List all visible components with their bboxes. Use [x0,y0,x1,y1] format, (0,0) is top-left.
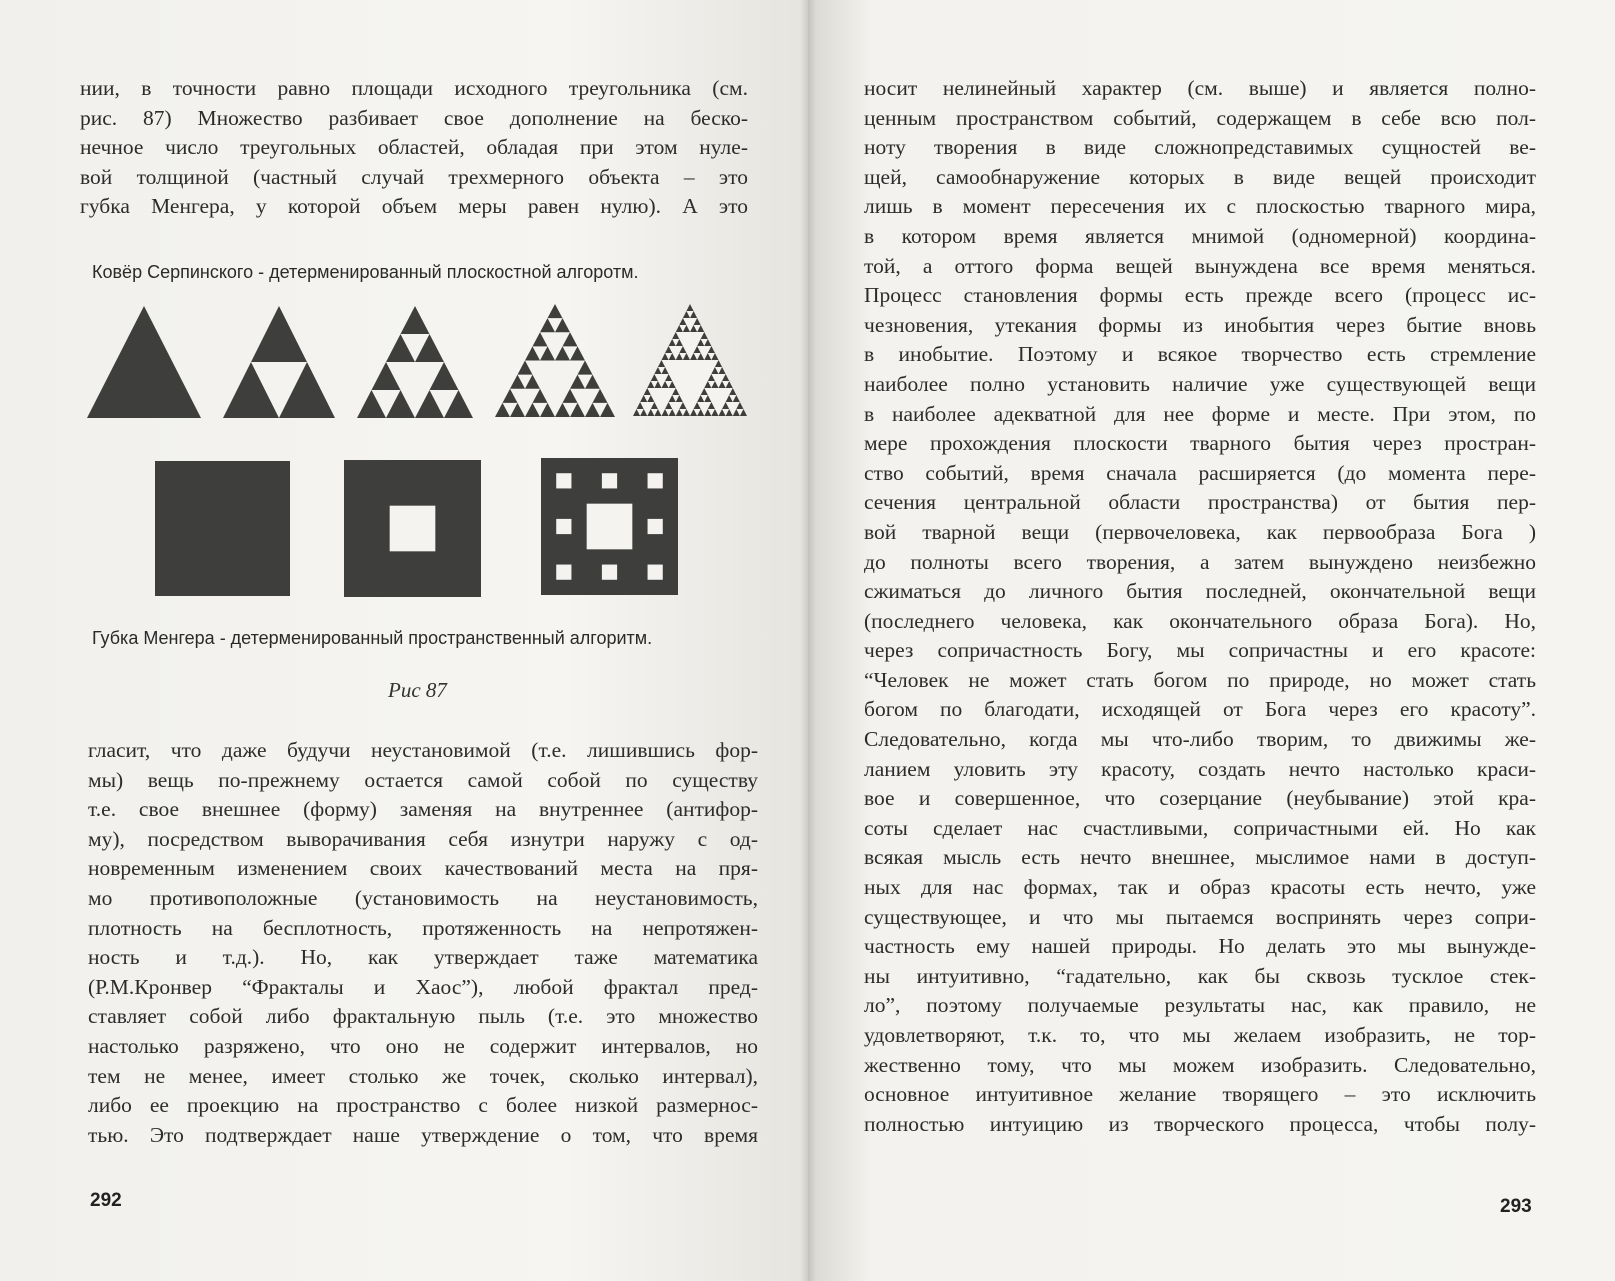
text-line: ланием уловить эту красоту, создать нечто настолько краси- [864,756,1536,781]
text-line: мы) вещь по-прежнему остается самой собой по существу [88,767,758,792]
menger-square-2 [344,460,481,597]
text-line: Следовательно, когда мы что-либо творим, то движимы же- [864,727,1536,752]
text-line: губка Менгера, у которой объем меры равен нулю). А это [80,194,748,219]
menger-squares [155,458,678,597]
text-line: соты сделает нас счастливыми, сопричастными ей. Но как [864,815,1536,840]
text-line: вое и совершенное, что созерцание (неубывание) этой кра- [864,786,1536,811]
text-line: существующее, и что мы пытаемся воспринять через сопри- [864,904,1536,929]
text-line: тем не менее, имеет столько же точек, сколько интервал), [88,1063,758,1088]
text-line: (Р.М.Кронвер “Фракталы и Хаос”), любой фрактал пред- [88,974,758,999]
text-line: (последнего человека, как окончательного образа Бога). Но, [864,608,1536,633]
text-line: либо ее проекцию на пространство с более низкой размернос- [88,1093,758,1118]
text-line: му), посредством выворачивания себя изнутри наружу с од- [88,826,758,851]
menger-square-1 [155,461,290,596]
right-page [808,0,1615,1281]
menger-caption: Губка Менгера - детерменированный пространственный алгоритм. [92,628,653,648]
text-line: нечное число треугольных областей, обладая при этом нуле- [80,135,748,160]
text-line: через сопричастность Богу, мы сопричастны и его красоте: [864,638,1536,663]
sierpinski-triangle-3 [357,306,473,418]
text-line: в наиболее адекватной для нее форме и месте. При этом, по [864,401,1536,426]
text-line: наиболее полно установить наличие уже существующей вещи [864,371,1536,396]
text-line: нии, в точности равно площади исходного треугольника (см. [80,76,748,100]
page-number-left: 292 [90,1190,122,1211]
left-page-bottom-paragraph [88,736,758,1150]
page-number-right: 293 [1500,1196,1532,1217]
text-line: настолько разряжено, что оно не содержит интервалов, но [88,1033,758,1058]
text-line: т.е. свое внешнее (форму) заменяя на внутреннее (антифор- [88,797,758,822]
text-line: вой толщиной (частный случай трехмерного объекта – это [80,164,748,189]
sierpinski-triangle-2 [223,306,335,418]
text-line: ных для нас формах, так и образ красоты есть нечто, уже [864,875,1536,900]
text-line: до полноты всего творения, а затем вынуждено неизбежно [864,549,1536,574]
text-line: ставляет собой либо фрактальную пыль (т.е. это множество [88,1004,758,1029]
text-line: основное интуитивное желание творящего – это исключить [864,1082,1536,1107]
text-line: богом по благодати, исходящей от Бога через его красоту”. [864,697,1536,722]
text-line: жественно тому, что мы можем изобразить. Следовательно, [864,1052,1536,1077]
text-line: ство событий, время сначала расширяется (до момента пере- [864,460,1536,485]
sierpinski-caption: Ковёр Серпинского - детерменированный плоскостной алгоротм. [92,262,639,282]
text-line: частность ему нашей природы. Но делать это мы вынужде- [864,934,1536,959]
text-line: той, а оттого форма вещей вынуждена все время меняться. [864,253,1536,278]
text-line: плотность на бесплотность, протяженность на непротяжен- [88,915,758,940]
text-line: тью. Это подтверждает наше утверждение о том, что время [88,1122,758,1147]
text-line: полностью интуицию из творческого процесса, чтобы полу- [864,1111,1536,1136]
text-line: в котором время является мнимой (одномерной) координа- [864,223,1536,248]
figure-label: Рис 87 [388,678,447,702]
text-line: новременным изменением своих качествований места на пря- [88,856,758,881]
text-line: “Человек не может стать богом по природе, но может стать [864,667,1536,692]
text-line: вой тварной вещи (первочеловека, как первообраза Бога ) [864,519,1536,544]
text-line: сечения центральной области пространства) от бытия пер- [864,490,1536,515]
text-line: в инобытие. Поэтому и всякое творчество есть стремление [864,342,1536,367]
text-line: ны интуитивно, “гадательно, как бы сквозь тусклое стек- [864,963,1536,988]
text-line: удовлетворяют, т.к. то, что мы желаем изобразить, не тор- [864,1023,1536,1047]
text-line: Процесс становления формы есть прежде всего (процесс ис- [864,283,1536,308]
text-line: лишь в момент пересечения их с плоскостью тварного мира, [864,194,1536,219]
text-line: ноту творения в виде сложнопредставимых сущностей ве- [864,135,1536,160]
sierpinski-triangles [87,304,747,418]
text-line: носит нелинейный характер (см. выше) и является полно- [864,76,1536,100]
text-line: сжиматься до личного бытия последней, окончательной вещи [864,579,1536,604]
text-line: мере прохождения плоскости тварного бытия через простран- [864,431,1536,456]
text-line: ло”, поэтому получаемые результаты нас, как правило, не [864,993,1536,1018]
text-line: мо противоположные (установимость на неустановимость, [88,885,758,910]
text-line: чезновения, утекания формы из инобытия через бытие вновь [864,312,1536,337]
text-line: всякая мысль есть нечто внешнее, мыслимое нами в доступ- [864,845,1536,870]
sierpinski-triangle-1 [87,306,201,418]
text-line: щей, самообнаружение которых в виде вещей происходит [864,164,1536,189]
text-line: ценным пространством событий, содержащем в себе всю пол- [864,105,1536,130]
text-line: рис. 87) Множество разбивает свое дополнение на беско- [80,105,748,130]
sierpinski-triangle-4 [495,304,615,417]
fractal-figure [0,0,808,720]
book-gutter [800,0,816,1281]
menger-square-3 [541,458,678,595]
right-page-paragraph [864,74,1536,1139]
sierpinski-triangle-5 [633,304,747,416]
text-line: ность и т.д.). Но, как утверждает таже математика [88,945,758,970]
text-line: гласит, что даже будучи неустановимой (т.е. лишившись фор- [88,738,758,762]
